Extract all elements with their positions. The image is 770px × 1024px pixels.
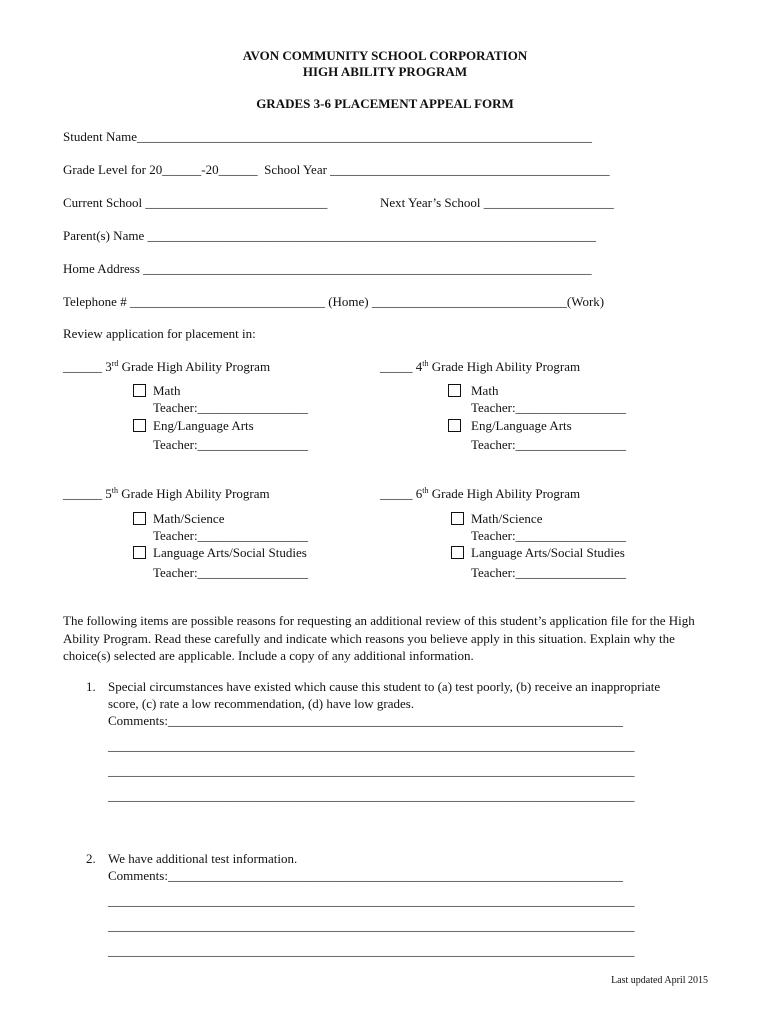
grade5-title: Grade High Ability Program — [117, 486, 270, 501]
parents-name-field[interactable]: Parent(s) Name _____________________________________________________________________ — [63, 228, 596, 243]
grade6-program-option[interactable] — [380, 486, 580, 502]
grade6-la-ss-label: Language Arts/Social Studies — [471, 545, 625, 560]
grade6-blank[interactable]: _____ 6 — [380, 486, 423, 501]
review-prompt: Review application for placement in: — [63, 326, 256, 341]
grade4-title: Grade High Ability Program — [428, 359, 581, 374]
grade4-blank[interactable]: _____ 4 — [380, 359, 423, 374]
grade5-la-ss-teacher-field[interactable]: Teacher:_________________ — [153, 565, 309, 580]
grade5-math-science-label: Math/Science — [153, 511, 225, 526]
grade4-ela-label: Eng/Language Arts — [471, 418, 572, 433]
last-updated-note: Last updated April 2015 — [611, 975, 708, 986]
grade-level-field[interactable]: Grade Level for 20______-20______ School Year ___________________________________________ — [63, 162, 610, 177]
grade6-math-science-checkbox[interactable] — [451, 512, 464, 525]
item1-comment-line[interactable]: _________________________________________________________________________________ — [108, 763, 635, 778]
grade3-ela-teacher-field[interactable]: Teacher:_________________ — [153, 437, 309, 452]
grade6-math-science-teacher-field[interactable]: Teacher:_________________ — [471, 528, 627, 543]
grade3-title: Grade High Ability Program — [118, 359, 271, 374]
item2-comment-line[interactable]: _________________________________________________________________________________ — [108, 918, 635, 933]
org-title: AVON COMMUNITY SCHOOL CORPORATION — [242, 48, 528, 63]
grade4-ela-checkbox[interactable] — [448, 419, 461, 432]
grade3-ela-label: Eng/Language Arts — [153, 418, 254, 433]
item1-number: 1. — [86, 679, 96, 694]
grade6-la-ss-teacher-field[interactable]: Teacher:_________________ — [471, 565, 627, 580]
grade4-program-option[interactable] — [380, 359, 580, 375]
item2-text: We have additional test information. — [108, 851, 298, 866]
grade4-math-label: Math — [471, 383, 499, 398]
item2-comment-line[interactable]: _________________________________________________________________________________ — [108, 943, 635, 958]
student-name-field[interactable]: Student Name______________________________________________________________________ — [63, 129, 593, 144]
grade5-program-option[interactable] — [63, 486, 270, 502]
grade3-math-checkbox[interactable] — [133, 384, 146, 397]
grade3-math-label: Math — [153, 383, 181, 398]
form-title: GRADES 3-6 PLACEMENT APPEAL FORM — [256, 96, 514, 111]
grade3-blank[interactable]: ______ 3 — [63, 359, 112, 374]
grade6-math-science-label: Math/Science — [471, 511, 543, 526]
program-title: HIGH ABILITY PROGRAM — [302, 64, 468, 79]
home-address-field[interactable]: Home Address _____________________________________________________________________ — [63, 261, 592, 276]
grade5-la-ss-label: Language Arts/Social Studies — [153, 545, 307, 560]
item1-comment-line[interactable]: _________________________________________________________________________________ — [108, 738, 635, 753]
grade6-la-ss-checkbox[interactable] — [451, 546, 464, 559]
grade4-ela-teacher-field[interactable]: Teacher:_________________ — [471, 437, 627, 452]
grade4-suffix: th — [422, 359, 429, 368]
item2-comment-line[interactable]: _________________________________________________________________________________ — [108, 893, 635, 908]
grade3-ela-checkbox[interactable] — [133, 419, 146, 432]
grade6-suffix: th — [422, 486, 429, 495]
grade5-blank[interactable]: ______ 5 — [63, 486, 112, 501]
item2-comments-field[interactable]: Comments:______________________________________________________________________ — [108, 868, 623, 883]
item1-text-line2: score, (c) rate a low recommendation, (d) have low grades. — [108, 696, 415, 711]
telephone-field[interactable]: Telephone # ______________________________ (Home) ______________________________(Work) — [63, 294, 605, 309]
grade3-program-option[interactable] — [63, 359, 270, 375]
item1-comments-field[interactable]: Comments:______________________________________________________________________ — [108, 713, 623, 728]
grade6-title: Grade High Ability Program — [428, 486, 581, 501]
grade4-math-checkbox[interactable] — [448, 384, 461, 397]
grade3-math-teacher-field[interactable]: Teacher:_________________ — [153, 400, 309, 415]
grade5-la-ss-checkbox[interactable] — [133, 546, 146, 559]
item1-text-line1: Special circumstances have existed which cause this student to (a) test poorly, (b) receive an inappropriate — [108, 679, 661, 694]
grade5-suffix: th — [111, 486, 118, 495]
grade3-suffix: rd — [111, 359, 119, 368]
current-school-field[interactable]: Current School ____________________________ — [63, 195, 328, 210]
instructions-paragraph: The following items are possible reasons for requesting an additional review of this student’s application file for the High Ability Program. Read these carefully and indicate which reasons you believe apply in this situation. Explain why the choice(s) selected are applicable. Include a copy of any additional information. — [63, 613, 695, 663]
grade4-math-teacher-field[interactable]: Teacher:_________________ — [471, 400, 627, 415]
grade5-math-science-teacher-field[interactable]: Teacher:_________________ — [153, 528, 309, 543]
item2-number: 2. — [86, 851, 96, 866]
item1-comment-line[interactable]: _________________________________________________________________________________ — [108, 788, 635, 803]
grade5-math-science-checkbox[interactable] — [133, 512, 146, 525]
next-school-field[interactable]: Next Year’s School ____________________ — [380, 195, 614, 210]
